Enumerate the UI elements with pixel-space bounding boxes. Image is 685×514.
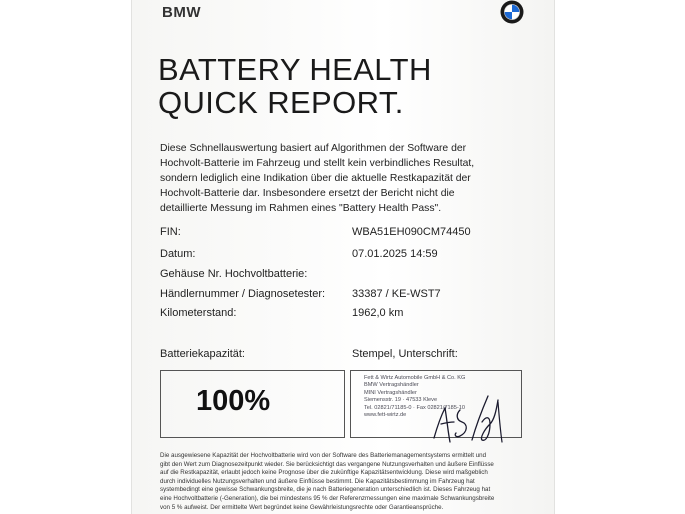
- footnote-line: systembedingt eine gewisse Schwankungsbreite, die je nach Batteriegeneration unterschiedlich ist. Dieses Fahrzeug hat: [160, 486, 491, 494]
- fin-label: FIN:: [160, 226, 181, 238]
- report-title-line-1: BATTERY HEALTH: [158, 52, 432, 87]
- stamp-line: www.fett-wirtz.de: [364, 412, 407, 419]
- footnote-line: eine Hochvoltbatterie (-Generation), die bei mindestens 95 % der Referenzmessungen eine maximale Schwankungsbreite: [160, 494, 495, 502]
- footnote-line: durch individuelles Nutzungsverhalten und äußere Einflüsse bestimmt. Die Kapazitätsbestimmung im Fahrzeug hat: [160, 477, 475, 485]
- capacity-label: Batteriekapazität:: [160, 348, 245, 360]
- stamp-line: MINI Vertragshändler: [364, 389, 417, 396]
- bmw-roundel-icon: [500, 0, 524, 24]
- footnote-line: gibt den Wert zum Diagnosezeitpunkt wieder. Sie berücksichtigt das vergangene Nutzungsverhalten und äußere Einflüsse: [160, 460, 494, 468]
- brand-wordmark: BMW: [162, 4, 201, 21]
- intro-line: Diese Schnellauswertung basiert auf Algorithmen der Software der: [160, 143, 467, 154]
- intro-line: Hochvolt-Batterie im Fahrzeug und stellt kein verbindliches Resultat,: [160, 158, 475, 169]
- dealer-tester-label: Händlernummer / Diagnosetester:: [160, 288, 326, 300]
- intro-paragraph: [160, 141, 532, 216]
- fin-value: WBA51EH090CM74450: [352, 226, 471, 238]
- intro-line: Hochvolt-Batterie dar. Insbesondere ersetzt der Bericht nicht die: [160, 188, 455, 199]
- stamp-line: Tel. 02821/71185-0 · Fax 02821/7185-10: [364, 404, 465, 411]
- report-sheet: [132, 0, 554, 514]
- intro-line: sondern lediglich eine Indikation über die aktuelle Restkapazität der: [160, 173, 471, 184]
- stamp-label: Stempel, Unterschrift:: [352, 348, 458, 360]
- battery-housing-label: Gehäuse Nr. Hochvoltbatterie:: [160, 268, 308, 280]
- signature-icon: [390, 380, 525, 448]
- intro-line: detaillierte Messung im Rahmen eines "Battery Health Pass".: [160, 203, 442, 214]
- report-title: [158, 53, 432, 119]
- stamp-line: Fett & Wirtz Automobile GmbH & Co. KG: [364, 375, 466, 381]
- footnote: [160, 452, 536, 512]
- footnote-line: auf die Restkapazität, erlaubt jedoch keine Prognose über die zukünftige Kapazitätsentwicklung. Diese wird maßgeblich: [160, 469, 488, 477]
- dealer-tester-value: 33387 / KE-WST7: [352, 288, 441, 300]
- footnote-line: von 5 % aufweist. Der ermittelte Wert begründet keine Gewährleistungsrechte oder Garantieansprüche.: [160, 503, 444, 511]
- stamp-line: BMW Vertragshändler: [364, 382, 419, 389]
- stamp-line: Siemensstr. 19 · 47533 Kleve: [364, 397, 438, 404]
- date-label: Datum:: [160, 248, 196, 260]
- mileage-label: Kilometerstand:: [160, 307, 237, 319]
- capacity-value: 100%: [196, 385, 271, 417]
- footnote-line: Die ausgewiesene Kapazität der Hochvoltbatterie wird von der Software des Batteriemanagementsystems ermittelt und: [160, 452, 487, 459]
- report-title-line-2: QUICK REPORT.: [158, 85, 404, 120]
- date-value: 07.01.2025 14:59: [352, 248, 438, 260]
- mileage-value: 1962,0 km: [352, 307, 404, 319]
